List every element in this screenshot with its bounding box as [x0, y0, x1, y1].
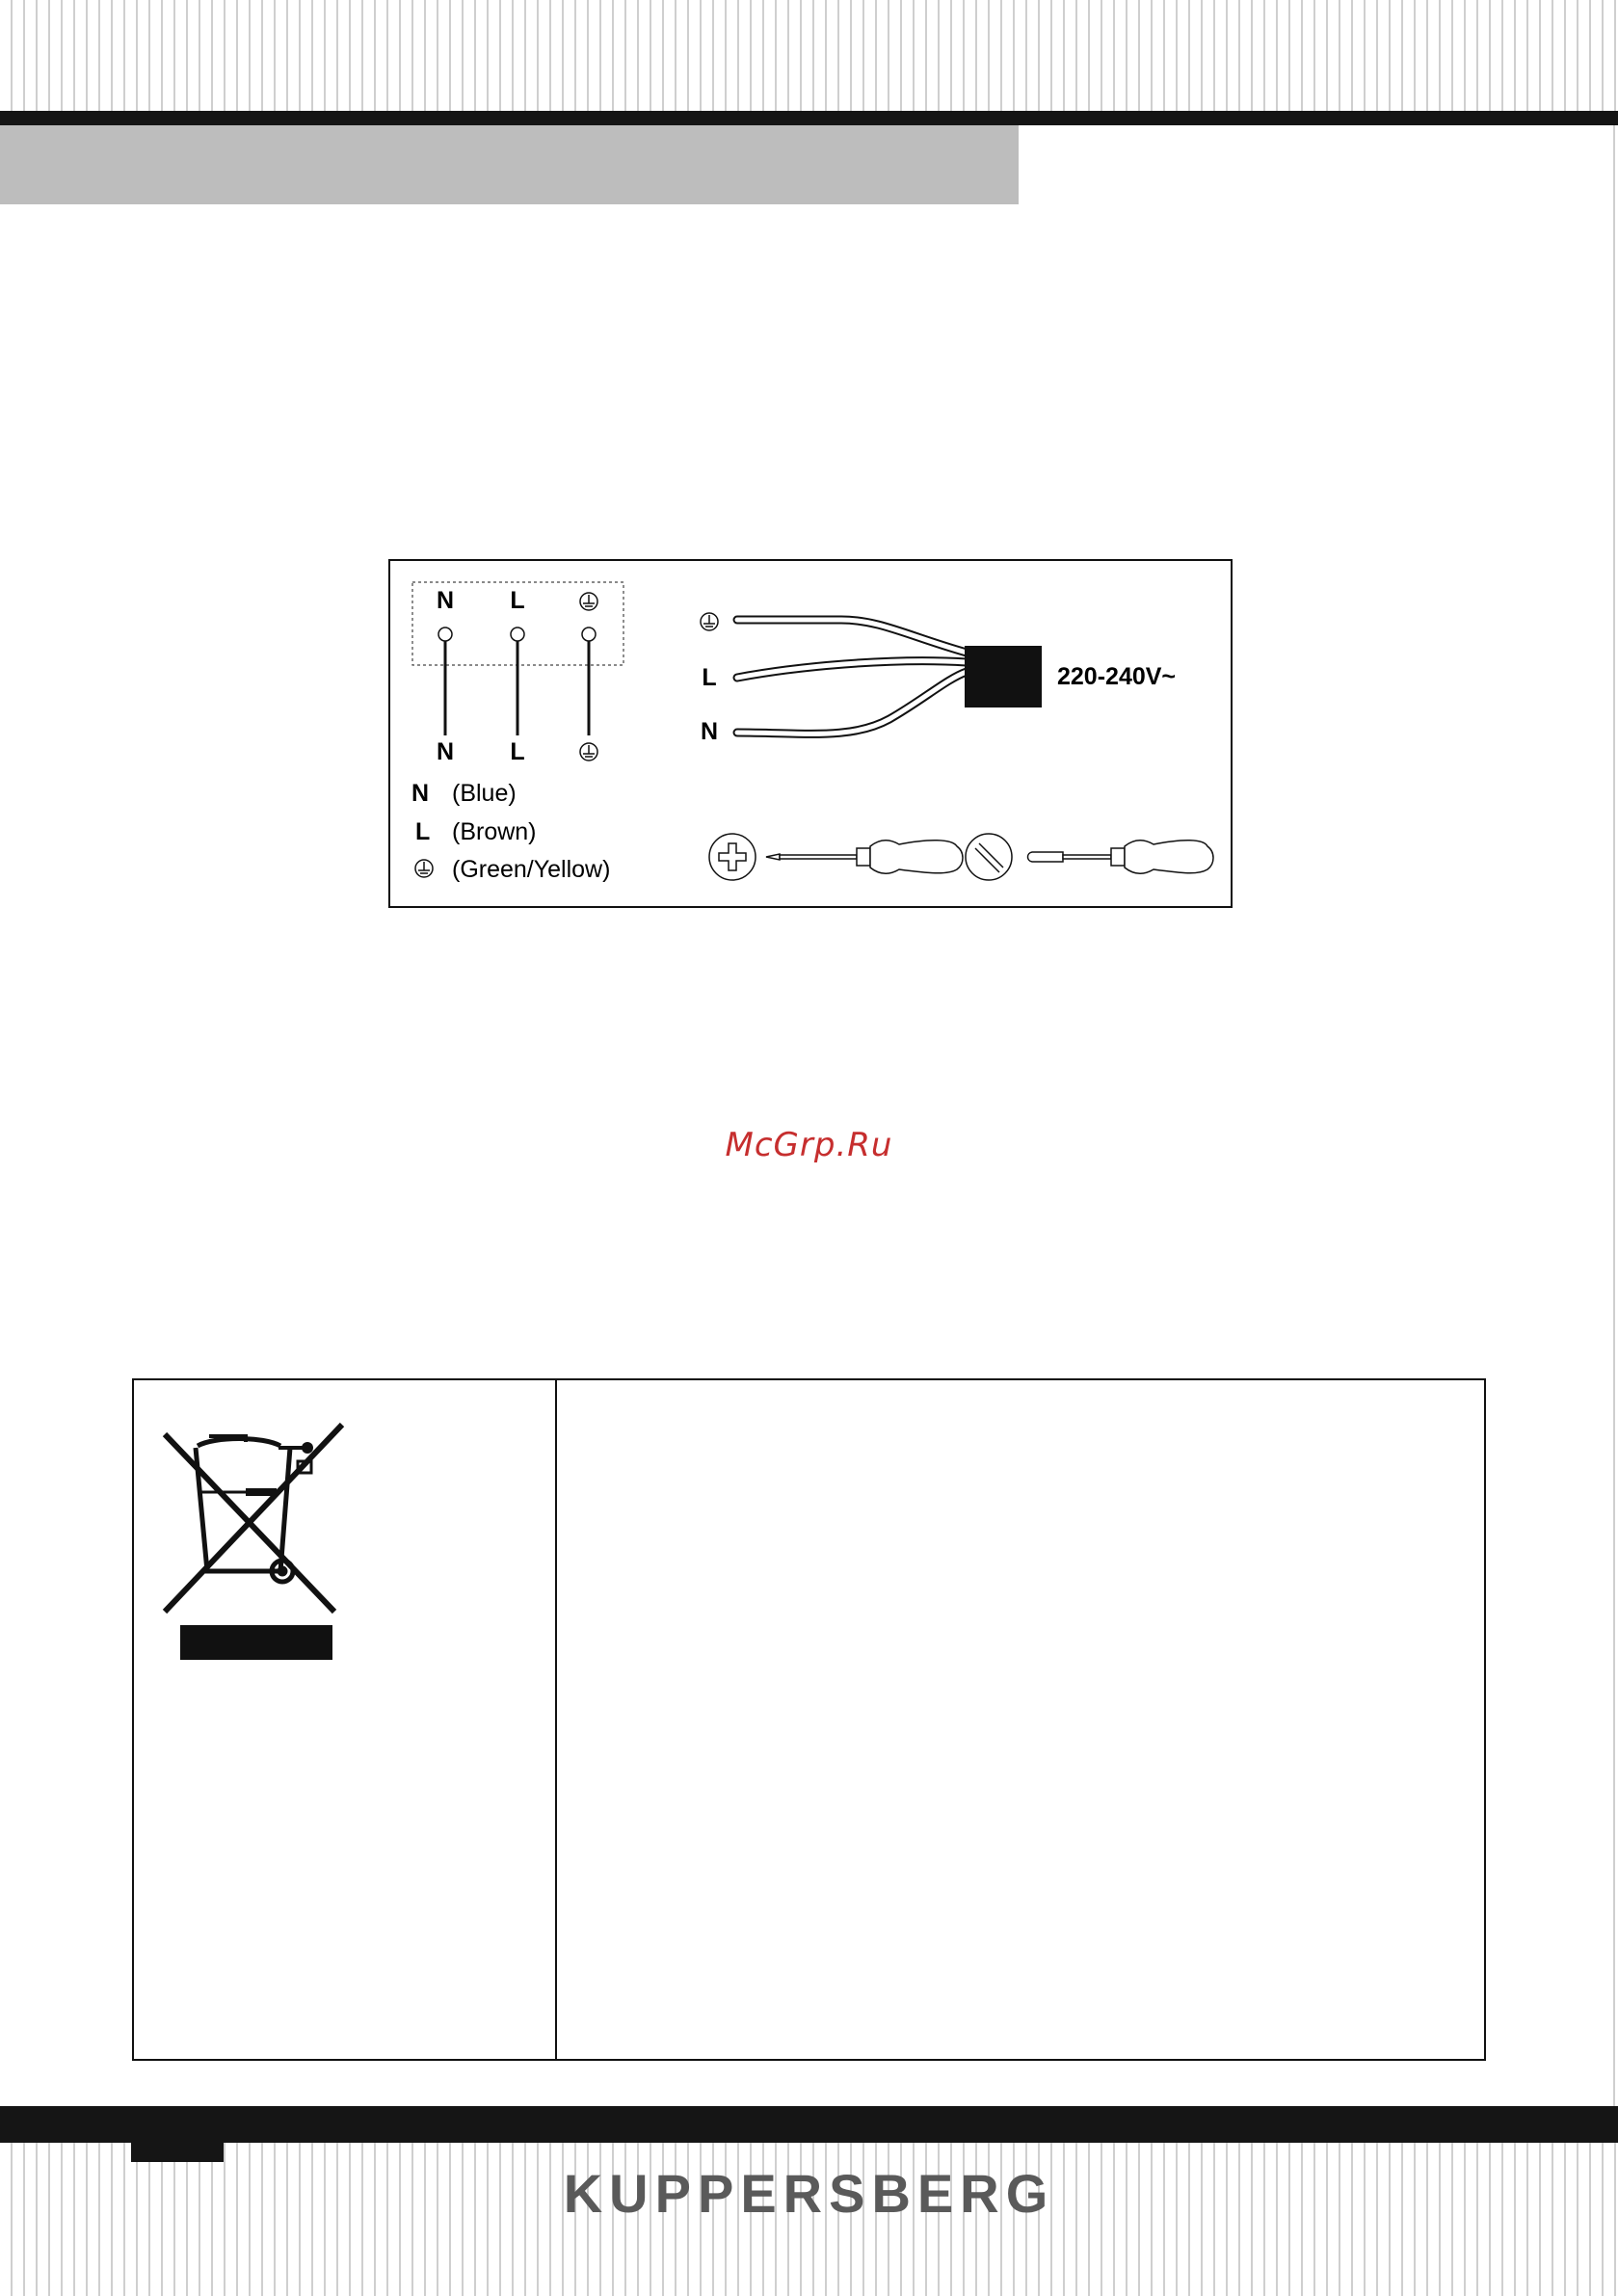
- legend-code-n: N: [411, 780, 430, 807]
- wire-label-l: L: [510, 738, 525, 765]
- top-stripe-pattern: [0, 0, 1618, 111]
- page-number-tab: [131, 2143, 224, 2162]
- cable-sheath: [965, 646, 1042, 707]
- right-edge-stripes: [1607, 125, 1618, 2106]
- cable-label-n: N: [700, 718, 719, 745]
- top-bar: [0, 111, 1618, 125]
- wiring-diagram: [388, 559, 1233, 908]
- legend-code-l: L: [415, 818, 431, 845]
- footer-bar: [0, 2106, 1618, 2143]
- legend-desc-n: (Blue): [452, 780, 517, 807]
- terminal-screw-earth: [582, 627, 596, 641]
- terminal-screw-n: [438, 627, 452, 641]
- terminal-label-n: N: [436, 587, 455, 614]
- section-header-block: [0, 125, 1019, 204]
- wire-label-n: N: [436, 738, 455, 765]
- terminal-screw-l: [511, 627, 524, 641]
- watermark: McGrp.Ru: [725, 1126, 893, 1164]
- legend-desc-l: (Brown): [452, 818, 537, 845]
- terminal-label-l: L: [510, 587, 525, 614]
- legend-desc-earth: (Green/Yellow): [452, 856, 611, 883]
- brand-logo: KUPPERSBERG: [563, 2163, 1055, 2224]
- supply-voltage: 220-240V~: [1057, 663, 1177, 690]
- table-column-divider: [555, 1380, 557, 2059]
- cable-label-l: L: [702, 664, 717, 691]
- crossed-out-wheelie-bin-icon: [157, 1419, 350, 1660]
- disposal-notice-table: [132, 1378, 1486, 2061]
